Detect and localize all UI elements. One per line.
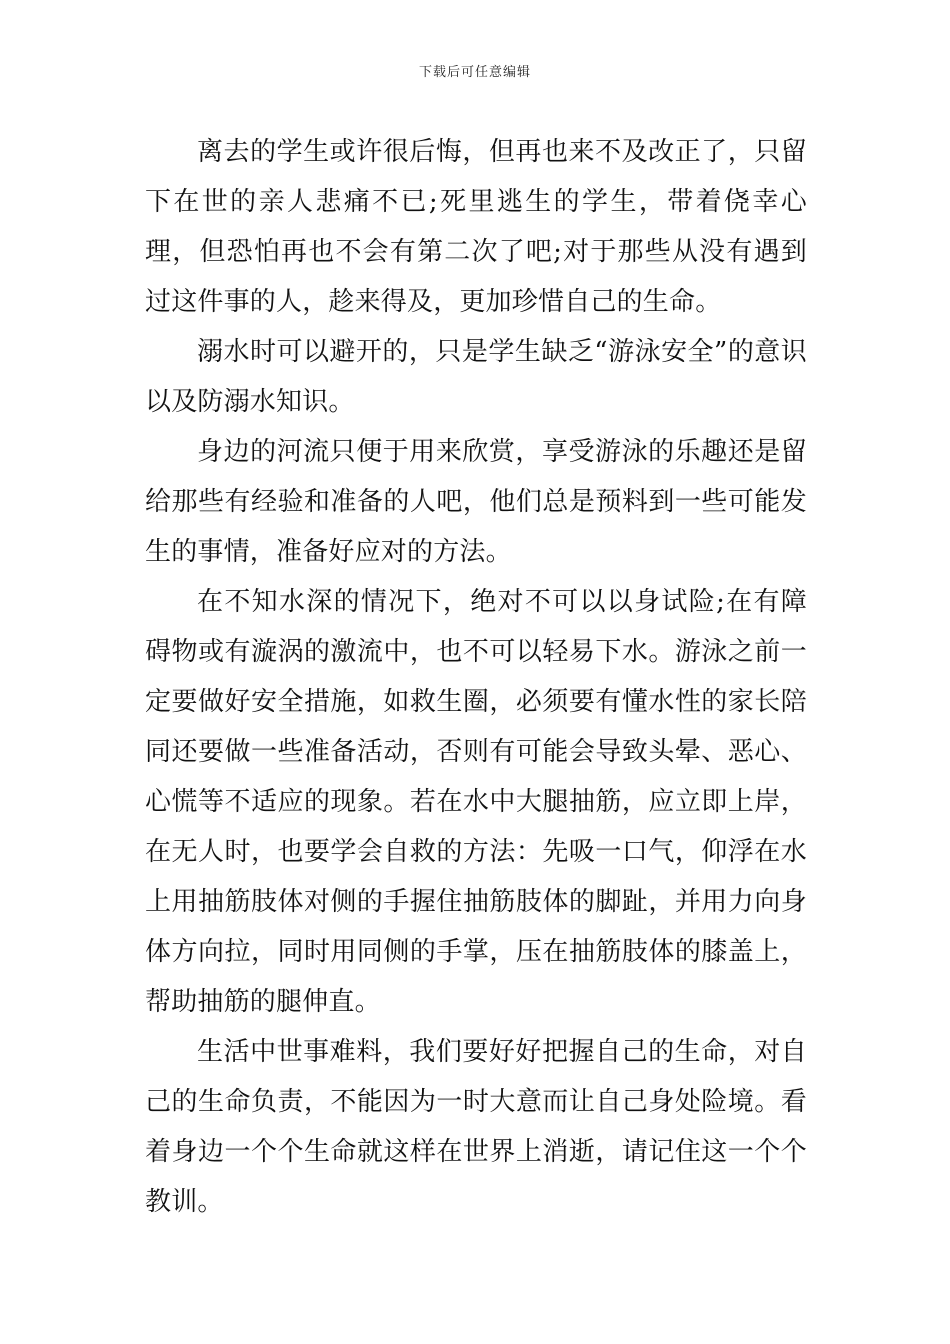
page-header: 下载后可任意编辑: [418, 65, 531, 80]
paragraph-regret: 离去的学生或许很后悔，但再也来不及改正了，只留下在世的亲人悲痛不已;死里逃生的学生，带着侥幸心理，但恐怕再也不会有第二次了吧;对于那些从没有遇到过这件事的人，趁来得及，更加珍惜自己的生命。: [145, 137, 807, 317]
document-body: [145, 127, 807, 1227]
paragraph-rivers: 身边的河流只便于用来欣赏，享受游泳的乐趣还是留给那些有经验和准备的人吧，他们总是预料到一些可能发生的事情，准备好应对的方法。: [145, 437, 807, 567]
paragraph-safety-measures: 在不知水深的情况下，绝对不可以以身试险;在有障碍物或有漩涡的激流中，也不可以轻易下水。游泳之前一定要做好安全措施，如救生圈，必须要有懂水性的家长陪同还要做一些准备活动，否则有可能会导致头晕、恶心、心慌等不适应的现象。若在水中大腿抽筋，应立即上岸，在无人时，也要学会自救的方法：先吸一口气，仰浮在水上用抽筋肢体对侧的手握住抽筋肢体的脚趾，并用力向身体方向拉，同时用同侧的手掌，压在抽筋肢体的膝盖上，帮助抽筋的腿伸直。: [145, 587, 807, 1017]
paragraph-conclusion: 生活中世事难料，我们要好好把握自己的生命，对自己的生命负责，不能因为一时大意而让自己身处险境。看着身边一个个生命就这样在世界上消逝，请记住这一个个教训。: [145, 1037, 807, 1217]
paragraph-avoidable: 溺水时可以避开的，只是学生缺乏“游泳安全”的意识以及防溺水知识。: [145, 337, 807, 417]
